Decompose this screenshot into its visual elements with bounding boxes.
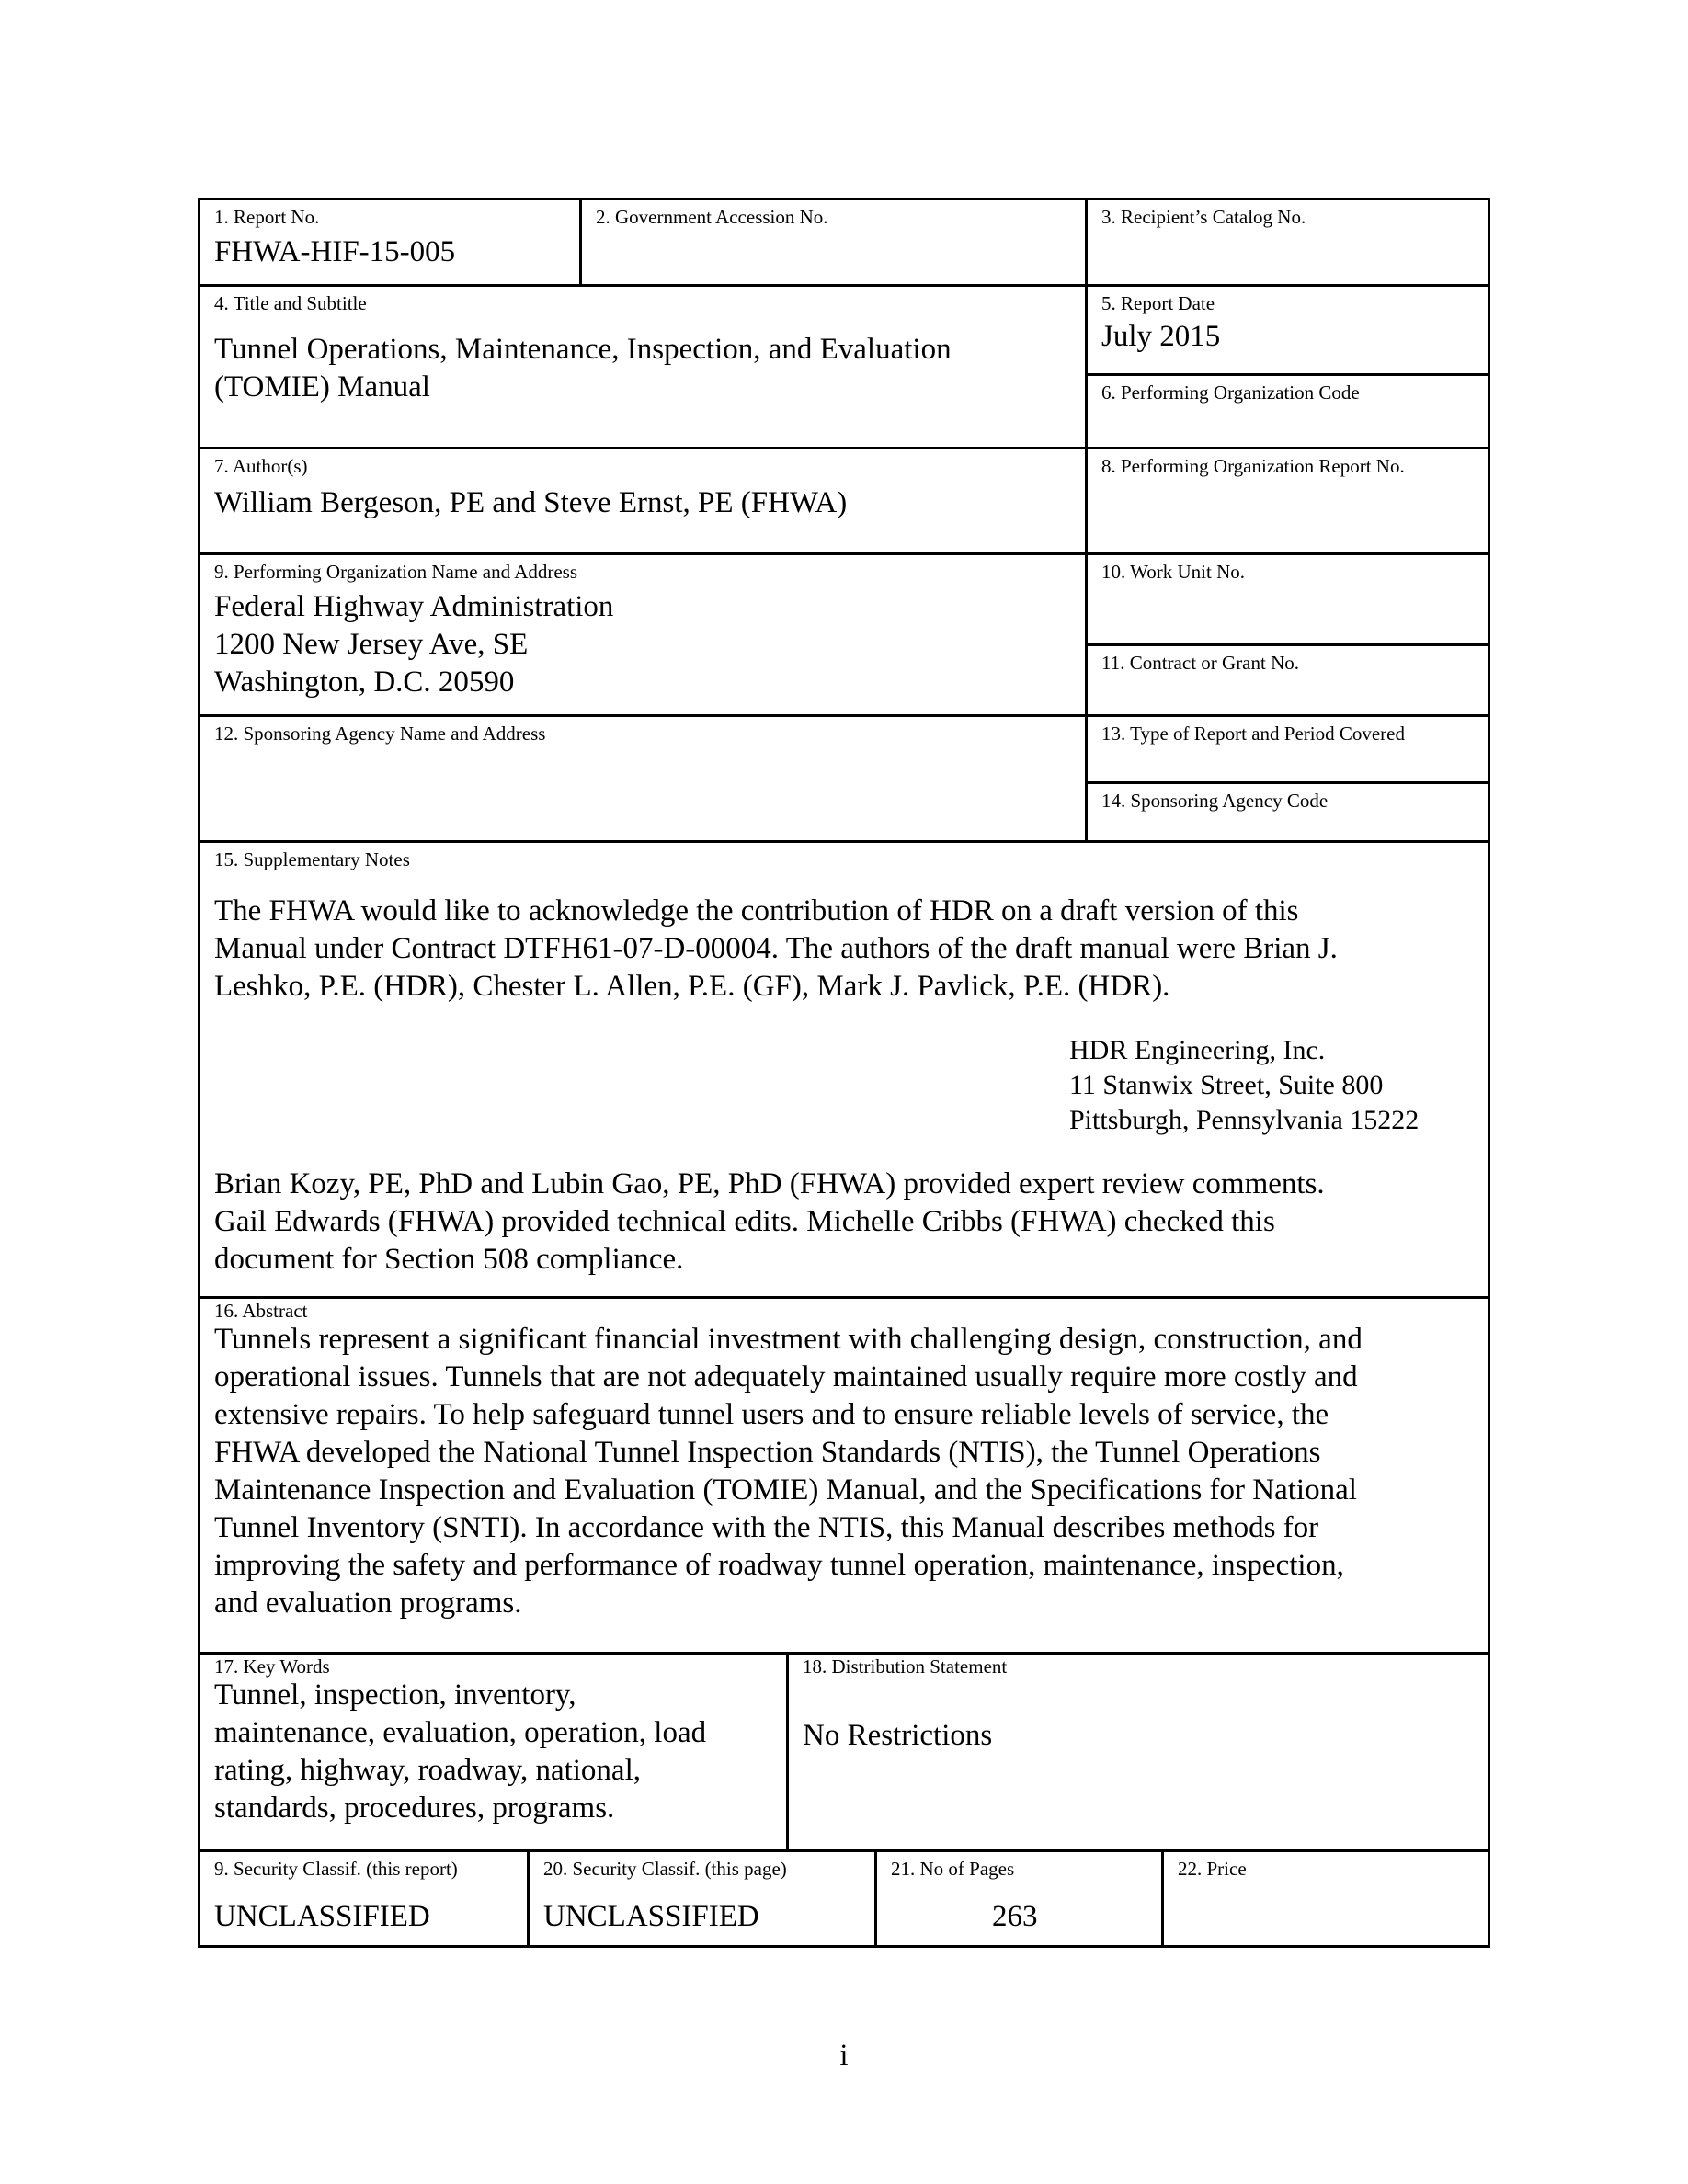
review-paragraph — [214, 1166, 1474, 1279]
form-row-6 — [198, 843, 1490, 1299]
supplementary-notes-cell — [200, 843, 1488, 1296]
no-of-pages-value: 263 — [992, 1900, 1038, 1933]
form-row-1 — [198, 198, 1490, 287]
report-no-label: 1. Report No. — [214, 206, 320, 228]
report-no-cell — [200, 200, 579, 284]
key-words-line3: rating, highway, roadway, national, — [214, 1754, 641, 1787]
abstract-cell — [200, 1299, 1488, 1652]
acknowledgement-line2: Manual under Contract DTFH61-07-D-00004. The authors of the draft manual were Brian J. — [214, 932, 1338, 965]
hdr-address-line3: Pittsburgh, Pennsylvania 15222 — [1069, 1105, 1420, 1135]
security-report-value: UNCLASSIFIED — [214, 1900, 430, 1933]
date-org-code-cell — [1085, 287, 1488, 447]
distribution-label: 18. Distribution Statement — [803, 1655, 1008, 1678]
acknowledgement-line3: Leshko, P.E. (HDR), Chester L. Allen, P.E. (GF), Mark J. Pavlick, P.E. (HDR). — [214, 970, 1170, 1003]
recipient-catalog-cell — [1085, 200, 1488, 284]
hdr-address-line2: 11 Stanwix Street, Suite 800 — [1069, 1070, 1384, 1100]
form-row-5 — [198, 717, 1490, 843]
title-cell — [200, 287, 1085, 447]
page-number: i — [839, 2039, 849, 2072]
performing-org-code-label: 6. Performing Organization Code — [1101, 381, 1360, 404]
authors-label: 7. Author(s) — [214, 455, 308, 477]
security-page-label: 20. Security Classif. (this page) — [543, 1858, 787, 1880]
form-row-9 — [198, 1852, 1490, 1948]
no-of-pages-cell — [874, 1852, 1161, 1945]
report-date-value: July 2015 — [1101, 320, 1221, 353]
review-line1: Brian Kozy, PE, PhD and Lubin Gao, PE, PhD (FHWA) provided expert review comments. — [214, 1167, 1325, 1200]
sponsoring-agency-label: 12. Sponsoring Agency Name and Address — [214, 722, 546, 745]
title-value-line2: (TOMIE) Manual — [214, 370, 430, 404]
performing-org-code-subcell — [1088, 373, 1488, 447]
sponsoring-agency-cell — [200, 717, 1085, 840]
supplementary-notes-label: 15. Supplementary Notes — [214, 848, 410, 870]
form-row-7 — [198, 1299, 1490, 1655]
report-date-label: 5. Report Date — [1101, 292, 1215, 314]
distribution-value: No Restrictions — [803, 1719, 993, 1752]
abstract-line3: extensive repairs. To help safeguard tunnel users and to ensure reliable levels of service, the — [214, 1398, 1329, 1431]
security-report-label: 9. Security Classif. (this report) — [214, 1858, 458, 1880]
key-words-line2: maintenance, evaluation, operation, load — [214, 1716, 707, 1749]
security-page-value: UNCLASSIFIED — [543, 1900, 759, 1933]
abstract-line2: operational issues. Tunnels that are not adequately maintained usually require more costly and — [214, 1360, 1358, 1393]
security-report-cell — [200, 1852, 527, 1945]
government-accession-cell — [579, 200, 1085, 284]
distribution-cell — [786, 1655, 1488, 1849]
abstract-line4: FHWA developed the National Tunnel Inspection Standards (NTIS), the Tunnel Operations — [214, 1436, 1321, 1469]
report-type-subcell — [1088, 717, 1488, 781]
authors-value: William Bergeson, PE and Steve Ernst, PE (FHWA) — [214, 486, 848, 519]
sponsoring-agency-code-label: 14. Sponsoring Agency Code — [1101, 790, 1329, 812]
review-line3: document for Section 508 compliance. — [214, 1243, 684, 1276]
abstract-line1: Tunnels represent a significant financial investment with challenging design, construction, and — [214, 1323, 1363, 1356]
authors-cell — [200, 449, 1085, 552]
report-type-label: 13. Type of Report and Period Covered — [1101, 722, 1405, 745]
technical-report-documentation-form — [198, 198, 1490, 1948]
hdr-address-line1: HDR Engineering, Inc. — [1069, 1035, 1326, 1065]
title-label: 4. Title and Subtitle — [214, 292, 367, 314]
abstract-line5: Maintenance Inspection and Evaluation (TOMIE) Manual, and the Specifications for National — [214, 1473, 1357, 1507]
form-row-3 — [198, 449, 1490, 555]
acknowledgement-paragraph — [214, 893, 1474, 1006]
no-of-pages-label: 21. No of Pages — [891, 1858, 1015, 1880]
form-row-2 — [198, 287, 1490, 449]
performing-org-address-label: 9. Performing Organization Name and Address — [214, 561, 578, 583]
report-date-subcell — [1088, 287, 1488, 373]
performing-org-report-label: 8. Performing Organization Report No. — [1101, 455, 1405, 477]
government-accession-label: 2. Government Accession No. — [596, 206, 828, 228]
performing-org-address-line3: Washington, D.C. 20590 — [214, 665, 515, 699]
work-unit-contract-cell — [1085, 555, 1488, 714]
form-row-8 — [198, 1655, 1490, 1852]
sponsoring-agency-code-subcell — [1088, 781, 1488, 840]
key-words-cell — [200, 1655, 786, 1849]
price-cell — [1161, 1852, 1488, 1945]
performing-org-report-cell — [1085, 449, 1488, 552]
work-unit-subcell — [1088, 555, 1488, 643]
performing-org-address-line2: 1200 New Jersey Ave, SE — [214, 628, 529, 661]
performing-org-address-cell — [200, 555, 1085, 714]
abstract-label: 16. Abstract — [214, 1300, 308, 1322]
security-page-cell — [527, 1852, 874, 1945]
key-words-label: 17. Key Words — [214, 1655, 330, 1678]
abstract-text — [214, 1321, 1474, 1622]
recipient-catalog-label: 3. Recipient’s Catalog No. — [1101, 206, 1306, 228]
abstract-line6: Tunnel Inventory (SNTI). In accordance with the NTIS, this Manual describes methods for — [214, 1511, 1319, 1544]
key-words-line1: Tunnel, inspection, inventory, — [214, 1678, 576, 1712]
key-words-line4: standards, procedures, programs. — [214, 1792, 615, 1825]
performing-org-address-line1: Federal Highway Administration — [214, 590, 614, 623]
contract-grant-label: 11. Contract or Grant No. — [1101, 652, 1300, 674]
report-no-value: FHWA-HIF-15-005 — [214, 235, 456, 268]
abstract-line8: and evaluation programs. — [214, 1587, 522, 1620]
hdr-address-block — [214, 1033, 1474, 1138]
review-line2: Gail Edwards (FHWA) provided technical edits. Michelle Cribbs (FHWA) checked this — [214, 1205, 1275, 1238]
price-label: 22. Price — [1178, 1858, 1247, 1880]
form-row-4 — [198, 555, 1490, 717]
contract-grant-subcell — [1088, 643, 1488, 714]
title-value-line1: Tunnel Operations, Maintenance, Inspection, and Evaluation — [214, 333, 952, 366]
report-type-agency-code-cell — [1085, 717, 1488, 840]
work-unit-label: 10. Work Unit No. — [1101, 561, 1246, 583]
acknowledgement-line1: The FHWA would like to acknowledge the contribution of HDR on a draft version of this — [214, 894, 1299, 927]
abstract-line7: improving the safety and performance of roadway tunnel operation, maintenance, inspection, — [214, 1549, 1344, 1582]
